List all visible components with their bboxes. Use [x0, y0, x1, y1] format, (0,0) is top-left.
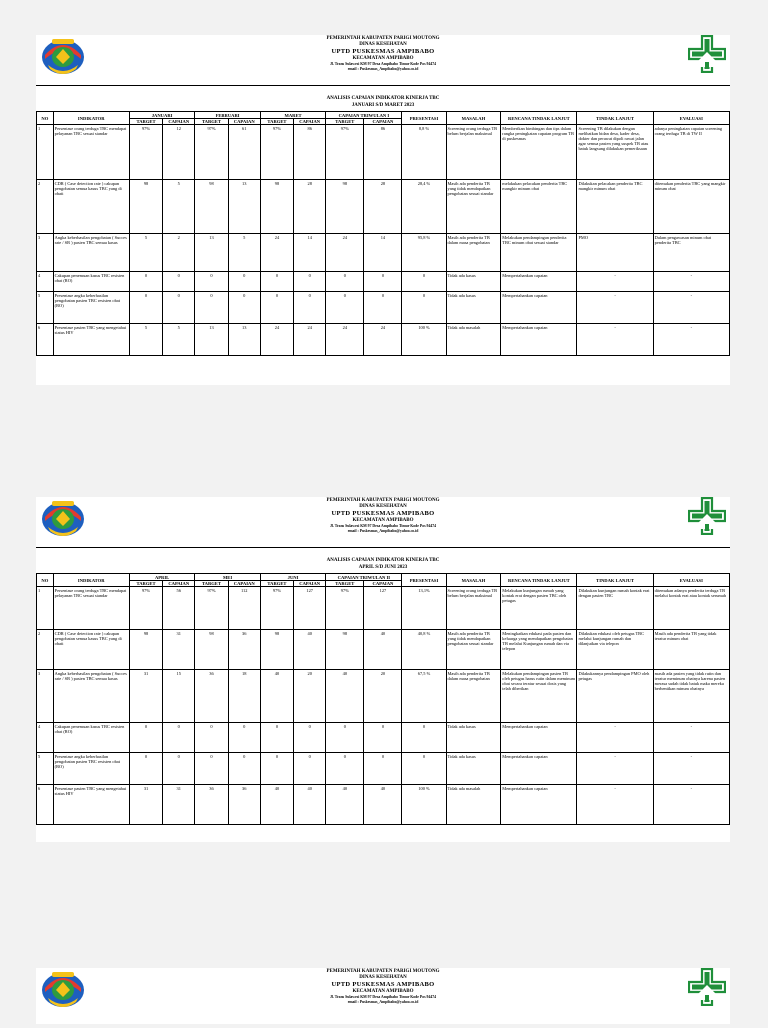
cell-target: 36 [195, 670, 228, 723]
cell-target: 0 [195, 292, 228, 324]
col-month-2: MEI [195, 574, 260, 581]
col-target: TARGET [195, 581, 228, 587]
cell-masalah: Masih ada penderita TB yang tidak mendapatkan pengobatan sesuai standar [446, 630, 501, 670]
cell-capaian: 0 [228, 272, 260, 292]
col-presentasi: PRESENTASI [402, 574, 446, 587]
cell-no: 5 [37, 292, 54, 324]
cell-target: 13 [195, 234, 228, 272]
table-row [37, 723, 730, 753]
cell-target: 98 [326, 630, 364, 670]
cell-target: 97% [195, 125, 228, 180]
cell-capaian: 28 [294, 180, 326, 234]
cell-target: 24 [260, 234, 293, 272]
letterhead-rule [36, 547, 730, 548]
table-row [37, 125, 730, 180]
page-3 [36, 968, 730, 1024]
letterhead-puskesmas: UPTD PUSKESMAS AMPIBABO [331, 510, 435, 517]
cell-capaian: 31 [163, 630, 195, 670]
cell-target: 97% [260, 587, 293, 630]
col-rencana: RENCANA TINDAK LANJUT [501, 574, 577, 587]
cell-target: 98 [129, 630, 162, 670]
col-capaian: CAPAIAN [163, 119, 195, 125]
cell-rencana: Mempertahankan capaian [501, 723, 577, 753]
cell-target: 40 [260, 670, 293, 723]
cell-target: 0 [260, 292, 293, 324]
cell-masalah: Masih ada penderita TB yang tidak mendapatkan pengobatan sesuai standar [446, 180, 501, 234]
letterhead-address: Jl. Trans Sulawesi KM 97 Desa Ampibabo Timur Kode Pos 94474 [329, 524, 437, 528]
col-tindak: TINDAK LANJUT [577, 574, 653, 587]
cell-target: 0 [129, 723, 162, 753]
cell-capaian: 18 [228, 670, 260, 723]
cell-target: 0 [326, 272, 364, 292]
table-row [37, 670, 730, 723]
cell-capaian: 56 [163, 587, 195, 630]
cell-capaian: 14 [294, 234, 326, 272]
cell-rencana: Mempertahankan capaian [501, 753, 577, 785]
cell-target: 98 [129, 180, 162, 234]
cell-masalah: Screening orang terduga TB belum berjalan maksimal [446, 125, 501, 180]
cell-target: 36 [195, 785, 228, 825]
col-rencana: RENCANA TINDAK LANJUT [501, 112, 577, 125]
cell-capaian: 5 [163, 324, 195, 356]
page-1 [36, 35, 730, 385]
letterhead-government: PEMERINTAH KABUPATEN PARIGI MOUTONG [326, 969, 440, 974]
letterhead-email: email : Puskesmas_Ampibabo@yahoo.co.id [347, 67, 419, 71]
col-capaian: CAPAIAN [364, 581, 402, 587]
table-row [37, 180, 730, 234]
cell-evaluasi: masih ada pasien yang tidak rutin dan teratur meminum obatnya karena pasien merasa sudah tidak batuk maka mereka berhentikan minum obatnya [653, 670, 729, 723]
cell-capaian: 0 [163, 272, 195, 292]
cell-masalah: Tidak ada kasus [446, 753, 501, 785]
cell-no: 1 [37, 125, 54, 180]
cell-target: 97% [326, 587, 364, 630]
cell-indikator: Cakupan penemuan kasus TBC resisten obat (RO) [53, 723, 129, 753]
cell-rencana: Mempertahankan capaian [501, 785, 577, 825]
letterhead [36, 968, 730, 1028]
cell-capaian: 40 [294, 785, 326, 825]
cell-rencana: Mempertahankan capaian [501, 324, 577, 356]
cell-target: 31 [129, 670, 162, 723]
letterhead-district: KECAMATAN AMPIBABO [352, 989, 414, 994]
report-title: ANALISIS CAPAIAN INDIKATOR KINERJA TBC [326, 558, 440, 563]
cell-capaian: 0 [294, 753, 326, 785]
letterhead-address: Jl. Trans Sulawesi KM 97 Desa Ampibabo Timur Kode Pos 94474 [329, 62, 437, 66]
cell-capaian: 2 [163, 234, 195, 272]
cell-target: 24 [326, 234, 364, 272]
cell-capaian: 40 [364, 785, 402, 825]
col-target: TARGET [260, 119, 293, 125]
cell-capaian: 0 [163, 292, 195, 324]
cell-presentasi: 0 [402, 723, 446, 753]
report-title: ANALISIS CAPAIAN INDIKATOR KINERJA TBC [326, 96, 440, 101]
cell-capaian: 0 [163, 753, 195, 785]
cell-capaian: 36 [228, 630, 260, 670]
cell-capaian: 0 [228, 723, 260, 753]
cell-target: 97% [195, 587, 228, 630]
cell-no: 4 [37, 723, 54, 753]
cell-evaluasi: Masih ada penderita TB yang tidak teratur minum obat [653, 630, 729, 670]
cell-target: 97% [260, 125, 293, 180]
table-row [37, 292, 730, 324]
cell-presentasi: 0 [402, 272, 446, 292]
cell-indikator: Angka keberhasilan pengobatan ( Succes rate / SR ) pasien TBC semua kasus [53, 234, 129, 272]
col-triwulan: CAPAIAN TRIWULAN I [326, 112, 402, 119]
cell-target: 98 [260, 630, 293, 670]
cell-tindak: PMO [577, 234, 653, 272]
cell-target: 40 [326, 785, 364, 825]
cell-target: 0 [195, 753, 228, 785]
cell-target: 40 [260, 785, 293, 825]
cell-masalah: Masih ada penderita TB dalam masa pengobatan [446, 670, 501, 723]
cell-no: 2 [37, 630, 54, 670]
letterhead-agency: DINAS KESEHATAN [359, 42, 407, 47]
cell-presentasi: 40,8 % [402, 630, 446, 670]
col-capaian: CAPAIAN [228, 119, 260, 125]
cell-tindak: Dilakukan edukasi oleh petugas TBC melalui kunjungan rumah dan dilanjutkan via telepon [577, 630, 653, 670]
cell-indikator: Persentase orang terduga TBC mendapat pelayanan TBC sesuai standar [53, 125, 129, 180]
cell-indikator: Presentase pasien TBC yang mengetahui status HIV [53, 324, 129, 356]
letterhead-government: PEMERINTAH KABUPATEN PARIGI MOUTONG [326, 36, 440, 41]
cell-capaian: 28 [364, 180, 402, 234]
cell-target: 0 [326, 292, 364, 324]
table-row [37, 630, 730, 670]
letterhead-puskesmas: UPTD PUSKESMAS AMPIBABO [331, 48, 435, 55]
col-no: NO [37, 574, 54, 587]
cell-rencana: Melakukan pendampingan pasien TB oleh petugas harus rutin dalam meminum obat secara teratur sesuai dosis yang telah diberikan [501, 670, 577, 723]
cell-tindak: Dilakukan pelacakan penderita TBC mangkir minum obat [577, 180, 653, 234]
cell-target: 97% [129, 587, 162, 630]
cell-capaian: 0 [294, 292, 326, 324]
cell-capaian: 127 [364, 587, 402, 630]
cell-no: 2 [37, 180, 54, 234]
cell-target: 0 [326, 753, 364, 785]
cell-target: 0 [195, 272, 228, 292]
col-presentasi: PRESENTASI [402, 112, 446, 125]
cell-target: 98 [195, 180, 228, 234]
table-row [37, 324, 730, 356]
report-period: APRIL S/D JUNI 2023 [358, 565, 408, 570]
cell-target: 5 [129, 324, 162, 356]
cell-tindak: Dilakukannya pendampingan PMO oleh petugas [577, 670, 653, 723]
cell-presentasi: 100 % [402, 324, 446, 356]
cell-no: 1 [37, 587, 54, 630]
letterhead-district: KECAMATAN AMPIBABO [352, 518, 414, 523]
col-indikator: INDIKATOR [53, 112, 129, 125]
cell-target: 40 [326, 670, 364, 723]
cell-tindak: - [577, 292, 653, 324]
letterhead [36, 497, 730, 557]
cell-evaluasi: ditemukan adanya penderita terduga TB melalui kontak erat atau kontak serumah [653, 587, 729, 630]
col-capaian: CAPAIAN [294, 581, 326, 587]
cell-capaian: 36 [228, 785, 260, 825]
cell-capaian: 5 [228, 234, 260, 272]
cell-indikator: CDR ( Case detection rate ) cakupan pengobatan semua kasus TBC yang di obati [53, 630, 129, 670]
cell-capaian: 0 [364, 272, 402, 292]
cell-capaian: 12 [163, 125, 195, 180]
cell-capaian: 14 [364, 234, 402, 272]
cell-capaian: 0 [294, 723, 326, 753]
cell-tindak: Screening TB dilakukan dengan melibatkan bidan desa, kader desa, dokter dan perawat dipoli rawat jalan agar semua pasien yang suspek TB atau batuk langsung dilakukan pemeriksaan [577, 125, 653, 180]
table-row [37, 753, 730, 785]
cell-target: 24 [326, 324, 364, 356]
cell-indikator: Persentase orang terduga TBC mendapat pelayanan TBC sesuai standar [53, 587, 129, 630]
cell-tindak: - [577, 324, 653, 356]
cell-tindak: - [577, 785, 653, 825]
col-evaluasi: EVALUASI [653, 112, 729, 125]
cell-capaian: 61 [228, 125, 260, 180]
cell-capaian: 0 [364, 753, 402, 785]
cell-target: 5 [129, 234, 162, 272]
cell-evaluasi: adanya peningkatan capaian screening orang terduga TB di TW II [653, 125, 729, 180]
cell-evaluasi: - [653, 272, 729, 292]
cell-target: 0 [260, 272, 293, 292]
cell-evaluasi: - [653, 292, 729, 324]
cell-capaian: 0 [228, 292, 260, 324]
cell-capaian: 0 [294, 272, 326, 292]
cell-evaluasi: ditemukan penderita TBC yang mangkir minum obat [653, 180, 729, 234]
cell-capaian: 24 [294, 324, 326, 356]
cell-rencana: Memberikan bimbingan dan tips dalam rangka peningkatan capaian program TB di puskesmas [501, 125, 577, 180]
cell-no: 4 [37, 272, 54, 292]
cell-masalah: Masih ada penderita TB dalam masa pengobatan [446, 234, 501, 272]
cell-capaian: 20 [364, 670, 402, 723]
cell-no: 3 [37, 670, 54, 723]
cell-indikator: Angka keberhasilan pengobatan ( Succes rate / SR ) pasien TBC semua kasus [53, 670, 129, 723]
cell-target: 0 [326, 723, 364, 753]
cell-capaian: 86 [294, 125, 326, 180]
letterhead-rule [36, 85, 730, 86]
table-row [37, 785, 730, 825]
letterhead-agency: DINAS KESEHATAN [359, 504, 407, 509]
letterhead-address: Jl. Trans Sulawesi KM 97 Desa Ampibabo Timur Kode Pos 94474 [329, 995, 437, 999]
table-row [37, 587, 730, 630]
cell-indikator: Presentase pasien TBC yang mengetahui status HIV [53, 785, 129, 825]
kpi-table [36, 573, 730, 825]
cell-indikator: CDR ( Case detection rate ) cakupan pengobatan semua kasus TBC yang di obati [53, 180, 129, 234]
cell-tindak: - [577, 723, 653, 753]
cell-evaluasi: - [653, 785, 729, 825]
col-capaian: CAPAIAN [228, 581, 260, 587]
letterhead-email: email : Puskesmas_Ampibabo@yahoo.co.id [347, 529, 419, 533]
letterhead-email: email : Puskesmas_Ampibabo@yahoo.co.id [347, 1000, 419, 1004]
letterhead-puskesmas: UPTD PUSKESMAS AMPIBABO [331, 981, 435, 988]
cell-capaian: 0 [228, 753, 260, 785]
cell-rencana: Meningkatkan edukasi pada pasien dan keluarga yang mendapatkan pengobatan TB melalui Kunjungan rumah dan via telepon [501, 630, 577, 670]
cell-capaian: 0 [364, 292, 402, 324]
cell-capaian: 0 [163, 723, 195, 753]
cell-rencana: Melakukan kunjungan rumah yang kontak erat dengan pasien TBC oleh petugas [501, 587, 577, 630]
col-tindak: TINDAK LANJUT [577, 112, 653, 125]
col-target: TARGET [260, 581, 293, 587]
cell-tindak: - [577, 272, 653, 292]
cell-capaian: 40 [294, 630, 326, 670]
col-month-3: MARET [260, 112, 325, 119]
col-masalah: MASALAH [446, 574, 501, 587]
cell-target: 0 [129, 753, 162, 785]
cell-capaian: 13 [228, 180, 260, 234]
cell-capaian: 0 [364, 723, 402, 753]
col-capaian: CAPAIAN [294, 119, 326, 125]
cell-target: 97% [129, 125, 162, 180]
cell-presentasi: 100 % [402, 785, 446, 825]
page-2 [36, 497, 730, 842]
cell-capaian: 86 [364, 125, 402, 180]
cell-target: 31 [129, 785, 162, 825]
col-triwulan: CAPAIAN TRIWULAN II [326, 574, 402, 581]
letterhead [36, 35, 730, 95]
cell-capaian: 24 [364, 324, 402, 356]
cell-masalah: Tidak ada kasus [446, 723, 501, 753]
cell-evaluasi: - [653, 723, 729, 753]
cell-presentasi: 28,4 % [402, 180, 446, 234]
cell-presentasi: 95,8 % [402, 234, 446, 272]
cell-presentasi: 0 [402, 753, 446, 785]
letterhead-district: KECAMATAN AMPIBABO [352, 56, 414, 61]
cell-target: 13 [195, 324, 228, 356]
cell-indikator: Presentase angka keberhasilan pengobatan pasien TBC resisten obat (RO) [53, 292, 129, 324]
cell-target: 0 [260, 723, 293, 753]
cell-presentasi: 0 [402, 292, 446, 324]
letterhead-agency: DINAS KESEHATAN [359, 975, 407, 980]
cell-presentasi: 67,5 % [402, 670, 446, 723]
col-evaluasi: EVALUASI [653, 574, 729, 587]
cell-evaluasi: Dalam pengawasan minum obat penderita TBC [653, 234, 729, 272]
cell-capaian: 13 [228, 324, 260, 356]
col-target: TARGET [326, 119, 364, 125]
cell-capaian: 31 [163, 785, 195, 825]
cell-rencana: Mempertahankan capaian [501, 292, 577, 324]
cell-target: 0 [195, 723, 228, 753]
cell-no: 3 [37, 234, 54, 272]
cell-masalah: Tidak ada masalah [446, 324, 501, 356]
cell-rencana: Mempertahankan capaian [501, 272, 577, 292]
col-indikator: INDIKATOR [53, 574, 129, 587]
col-target: TARGET [326, 581, 364, 587]
cell-tindak: - [577, 753, 653, 785]
letterhead-government: PEMERINTAH KABUPATEN PARIGI MOUTONG [326, 498, 440, 503]
col-capaian: CAPAIAN [364, 119, 402, 125]
col-month-1: APRIL [129, 574, 194, 581]
cell-target: 0 [260, 753, 293, 785]
cell-rencana: melakukan pelacakan penderita TBC mangkir minum obat [501, 180, 577, 234]
cell-masalah: Tidak ada kasus [446, 272, 501, 292]
col-target: TARGET [129, 119, 162, 125]
col-masalah: MASALAH [446, 112, 501, 125]
cell-masalah: Tidak ada masalah [446, 785, 501, 825]
col-target: TARGET [129, 581, 162, 587]
col-capaian: CAPAIAN [163, 581, 195, 587]
col-no: NO [37, 112, 54, 125]
table-row [37, 272, 730, 292]
cell-presentasi: 13,1% [402, 587, 446, 630]
cell-capaian: 5 [163, 180, 195, 234]
cell-capaian: 20 [294, 670, 326, 723]
cell-no: 6 [37, 785, 54, 825]
col-month-3: JUNI [260, 574, 325, 581]
cell-target: 97% [326, 125, 364, 180]
cell-no: 5 [37, 753, 54, 785]
kpi-table [36, 111, 730, 356]
cell-capaian: 40 [364, 630, 402, 670]
cell-masalah: Tidak ada kasus [446, 292, 501, 324]
report-period: JANUARI S/D MARET 2023 [351, 103, 415, 108]
cell-no: 6 [37, 324, 54, 356]
col-month-2: FEBRUARI [195, 112, 260, 119]
cell-tindak: Dilakukan kunjungan rumah kontak erat dengan pasien TBC [577, 587, 653, 630]
cell-target: 98 [195, 630, 228, 670]
table-row [37, 234, 730, 272]
cell-indikator: Cakupan penemuan kasus TBC resisten obat (RO) [53, 272, 129, 292]
col-target: TARGET [195, 119, 228, 125]
cell-capaian: 112 [228, 587, 260, 630]
cell-capaian: 15 [163, 670, 195, 723]
cell-target: 24 [260, 324, 293, 356]
cell-target: 0 [129, 272, 162, 292]
cell-indikator: Presentase angka keberhasilan pengobatan pasien TBC resisten obat (RO) [53, 753, 129, 785]
cell-rencana: Melakukan pendampingan penderita TBC minum obat sesuai standar [501, 234, 577, 272]
cell-target: 0 [129, 292, 162, 324]
cell-target: 98 [326, 180, 364, 234]
cell-evaluasi: - [653, 753, 729, 785]
col-month-1: JANUARI [129, 112, 194, 119]
cell-target: 98 [260, 180, 293, 234]
cell-evaluasi: - [653, 324, 729, 356]
cell-capaian: 127 [294, 587, 326, 630]
cell-masalah: Screening orang terduga TB belum berjalan maksimal [446, 587, 501, 630]
cell-presentasi: 8,8 % [402, 125, 446, 180]
